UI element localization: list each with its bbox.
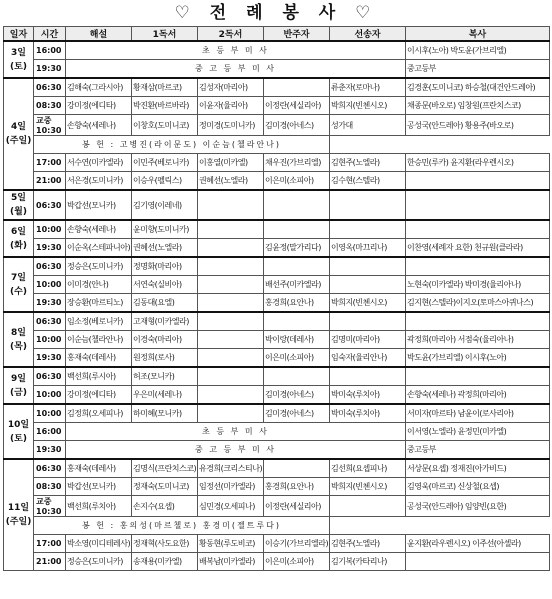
commentary-cell: 박소영(미디테레사) <box>66 535 132 553</box>
reading1-cell: 권혜선(노엘라) <box>132 239 198 258</box>
server-cell: 박도윤(가브리엘) 이시후(노아) <box>406 349 550 368</box>
reading2-cell <box>198 257 264 276</box>
reading2-cell: 정미경(도미니카) <box>198 115 264 136</box>
server-cell: 윤지환(라우렌시오) 이주선(아셀라) <box>406 535 550 553</box>
organist-cell: 김미경(아네스) <box>264 115 330 136</box>
header-cell: 일자 <box>4 27 34 42</box>
cantor-cell: 박미숙(루치아) <box>330 386 406 405</box>
cantor-cell: 김수현(스텔라) <box>330 172 406 191</box>
server-cell: 중고등부 <box>406 60 550 79</box>
table-row <box>4 441 550 460</box>
table-row <box>4 154 550 172</box>
reading2-cell: 유경희(크리스티나) <box>198 459 264 478</box>
table-row <box>4 190 550 220</box>
mass-cell: 초 등 부 미 사 <box>66 41 406 60</box>
commentary-cell: 백선희(루시아) <box>66 367 132 386</box>
cantor-cell <box>330 496 406 517</box>
cantor-cell: 박미숙(루치아) <box>330 404 406 423</box>
time-cell: 10:00 <box>34 220 66 239</box>
organist-cell <box>264 78 330 97</box>
day-cell: 6일 (화) <box>4 220 34 257</box>
time-cell: 06:30 <box>34 312 66 331</box>
reading2-cell <box>198 239 264 258</box>
commentary-cell: 손향숙(세레나) <box>66 115 132 136</box>
organist-cell: 이정란(세실리아) <box>264 496 330 517</box>
time-cell: 10:00 <box>34 276 66 294</box>
table-row <box>4 459 550 478</box>
day-cell: 9일 (금) <box>4 367 34 404</box>
day-cell: 11일 (주일) <box>4 459 34 571</box>
reading2-cell <box>198 276 264 294</box>
server-cell <box>406 257 550 276</box>
offering-cell: 봉 헌 : 홍의성(마르첼로) 홍경미(젤트루다) <box>34 517 330 535</box>
offering-cell: 봉 헌 : 고병진(라이문도) 이순늠(첼라안나) <box>34 136 330 154</box>
reading1-cell: 윤미향(도미니카) <box>132 220 198 239</box>
organist-cell: 김윤정(말가리다) <box>264 239 330 258</box>
commentary-cell: 이순늠(첼라안나) <box>66 331 132 349</box>
commentary-cell: 이순옥(스테파니아) <box>66 239 132 258</box>
table-row <box>4 41 550 60</box>
cantor-cell <box>330 367 406 386</box>
organist-cell <box>264 312 330 331</box>
table-row <box>4 220 550 239</box>
server-cell: 이시후(노아) 박도윤(가브리엘) <box>406 41 550 60</box>
time-cell: 10:00 <box>34 331 66 349</box>
commentary-cell: 서은경(도미니카) <box>66 172 132 191</box>
cantor-cell: 김현주(노엘라) <box>330 535 406 553</box>
commentary-cell: 김해숙(그라시아) <box>66 78 132 97</box>
server-cell <box>406 220 550 239</box>
table-row <box>4 257 550 276</box>
commentary-cell: 백선희(루치아) <box>66 496 132 517</box>
table-row <box>4 239 550 258</box>
table-row <box>4 136 550 154</box>
organist-cell <box>264 367 330 386</box>
reading1-cell: 원정희(로사) <box>132 349 198 368</box>
table-row <box>4 517 550 535</box>
cantor-cell <box>330 257 406 276</box>
server-cell <box>406 367 550 386</box>
time-cell: 19:30 <box>34 441 66 460</box>
cantor-cell: 김선희(요셉피나) <box>330 459 406 478</box>
table-row <box>4 60 550 79</box>
reading1-cell: 정재혁(사도요한) <box>132 535 198 553</box>
cantor-cell <box>330 312 406 331</box>
organist-cell: 채우진(가브리엘) <box>264 154 330 172</box>
reading1-cell: 손지수(요셉) <box>132 496 198 517</box>
cantor-cell: 김기복(카타리나) <box>330 553 406 571</box>
time-cell: 21:00 <box>34 553 66 571</box>
cantor-cell <box>330 190 406 220</box>
commentary-cell: 정승은(도미니카) <box>66 257 132 276</box>
time-cell: 16:00 <box>34 423 66 441</box>
commentary-cell: 김정희(오세피나) <box>66 404 132 423</box>
cantor-cell: 박희지(빈첸시오) <box>330 478 406 496</box>
organist-cell <box>264 257 330 276</box>
page-title: ♡ 전 례 봉 사 ♡ <box>174 3 378 23</box>
reading1-cell: 박진환(바르바라) <box>132 97 198 115</box>
table-row <box>4 553 550 571</box>
table-row <box>4 276 550 294</box>
reading1-cell: 황재삼(마르코) <box>132 78 198 97</box>
time-cell: 교중 10:30 <box>34 115 66 136</box>
reading2-cell <box>198 312 264 331</box>
reading2-cell: 심민경(오세피나) <box>198 496 264 517</box>
organist-cell: 이정란(세실리아) <box>264 97 330 115</box>
organist-cell <box>264 459 330 478</box>
header-cell: 2독서 <box>198 27 264 42</box>
commentary-cell: 박갑선(모니카) <box>66 190 132 220</box>
day-cell: 3일 (토) <box>4 41 34 78</box>
reading2-cell: 이윤자(율리아) <box>198 97 264 115</box>
header-row <box>4 27 550 42</box>
server-cell: 서상문(요셉) 정재진(아가비드) <box>406 459 550 478</box>
table-row <box>4 294 550 313</box>
cantor-cell: 이영옥(마끄리나) <box>330 239 406 258</box>
organist-cell: 이승기(가브리엘라) <box>264 535 330 553</box>
commentary-cell: 강미정(에디타) <box>66 386 132 405</box>
reading2-cell: 배복남(미카엘라) <box>198 553 264 571</box>
header-cell: 반주자 <box>264 27 330 42</box>
reading2-cell: 권혜선(노엘라) <box>198 172 264 191</box>
reading2-cell <box>198 190 264 220</box>
table-row <box>4 496 550 517</box>
reading1-cell: 정명화(마리아) <box>132 257 198 276</box>
time-cell: 06:30 <box>34 190 66 220</box>
table-row <box>4 367 550 386</box>
server-cell: 노현숙(미카엘라) 박미경(율리아나) <box>406 276 550 294</box>
organist-cell: 배선주(미카엘라) <box>264 276 330 294</box>
organist-cell: 이은미(소피아) <box>264 172 330 191</box>
schedule-body <box>4 41 550 571</box>
server-cell <box>406 312 550 331</box>
table-row <box>4 404 550 423</box>
commentary-cell: 장승환(마르티노) <box>66 294 132 313</box>
server-cell: 공성국(안드레아) 황용주(바오로) <box>406 115 550 136</box>
table-row <box>4 349 550 368</box>
cantor-cell: 김현주(노엘라) <box>330 154 406 172</box>
reading1-cell: 이민주(베로니카) <box>132 154 198 172</box>
day-cell: 7일 (수) <box>4 257 34 312</box>
reading2-cell <box>198 294 264 313</box>
reading2-cell <box>198 386 264 405</box>
commentary-cell: 서수연(미카엘라) <box>66 154 132 172</box>
server-cell: 김경훈(도미니코) 하승철(대건안드레아) <box>406 78 550 97</box>
cantor-cell: 류춘자(로마나) <box>330 78 406 97</box>
table-row <box>4 115 550 136</box>
header-cell: 해설 <box>66 27 132 42</box>
reading1-cell: 이창호(도미니코) <box>132 115 198 136</box>
reading1-cell: 이승우(펠릭스) <box>132 172 198 191</box>
server-cell <box>406 172 550 191</box>
time-cell: 17:00 <box>34 535 66 553</box>
server-cell: 곽정희(마리아) 서점숙(율리아나) <box>406 331 550 349</box>
time-cell: 08:30 <box>34 478 66 496</box>
reading2-cell: 임정선(미카엘라) <box>198 478 264 496</box>
cantor-cell: 박희지(빈첸시오) <box>330 97 406 115</box>
server-cell: 한승민(루카) 윤지환(라우렌시오) <box>406 154 550 172</box>
time-cell: 19:30 <box>34 294 66 313</box>
time-cell: 10:00 <box>34 404 66 423</box>
reading1-cell: 김기영(이레네) <box>132 190 198 220</box>
organist-cell <box>264 190 330 220</box>
reading1-cell: 허조(모니카) <box>132 367 198 386</box>
time-cell: 06:30 <box>34 257 66 276</box>
server-cell: 이찬영(세례자 요한) 천규원(클라라) <box>406 239 550 258</box>
header-cell: 복사 <box>406 27 550 42</box>
table-row <box>4 312 550 331</box>
cantor-cell: 김명미(마리아) <box>330 331 406 349</box>
server-cell <box>406 190 550 220</box>
table-row <box>4 78 550 97</box>
cantor-cell: 임숙자(율리안나) <box>330 349 406 368</box>
day-cell: 5일(월) <box>4 190 34 220</box>
organist-cell: 이은미(소피아) <box>264 349 330 368</box>
table-row <box>4 97 550 115</box>
time-cell: 19:30 <box>34 60 66 79</box>
server-cell <box>406 553 550 571</box>
table-row <box>4 331 550 349</box>
server-cell: 이서영(노엘라) 윤정민(미카엘) <box>406 423 550 441</box>
time-cell: 17:00 <box>34 154 66 172</box>
server-cell: 중고등부 <box>406 441 550 460</box>
commentary-cell: 손향숙(세레나) <box>66 220 132 239</box>
organist-cell: 김미경(아네스) <box>264 386 330 405</box>
reading1-cell: 송재용(미카엘) <box>132 553 198 571</box>
table-row <box>4 478 550 496</box>
organist-cell: 홍경희(요안나) <box>264 294 330 313</box>
time-cell: 21:00 <box>34 172 66 191</box>
time-cell: 06:30 <box>34 78 66 97</box>
cantor-cell <box>330 220 406 239</box>
time-cell: 06:30 <box>34 459 66 478</box>
commentary-cell: 홍재숙(데레사) <box>66 349 132 368</box>
reading2-cell: 이홍열(미카엘) <box>198 154 264 172</box>
server-cell: 손향숙(세레나) 곽정희(마리아) <box>406 386 550 405</box>
cantor-cell <box>330 276 406 294</box>
time-cell: 19:30 <box>34 239 66 258</box>
commentary-cell: 박갑선(모니카) <box>66 478 132 496</box>
day-cell: 10일 (토) <box>4 404 34 459</box>
day-cell: 8일 (목) <box>4 312 34 367</box>
organist-cell: 홍경희(요안나) <box>264 478 330 496</box>
organist-cell: 김미경(아네스) <box>264 404 330 423</box>
reading2-cell: 김성자(마리아) <box>198 78 264 97</box>
reading2-cell <box>198 349 264 368</box>
mass-cell: 중 고 등 부 미 사 <box>66 60 406 79</box>
reading1-cell: 김명식(프란치스코) <box>132 459 198 478</box>
commentary-cell: 홍재숙(데레사) <box>66 459 132 478</box>
header-cell: 선송자 <box>330 27 406 42</box>
mass-cell: 중 고 등 부 미 사 <box>66 441 406 460</box>
cantor-cell: 박희지(빈첸시오) <box>330 294 406 313</box>
commentary-cell: 강미정(에디타) <box>66 97 132 115</box>
server-cell: 채종문(바오로) 임창원(프란치스코) <box>406 97 550 115</box>
organist-cell: 박이랑(데레사) <box>264 331 330 349</box>
reading2-cell <box>198 331 264 349</box>
day-cell: 4일 (주일) <box>4 78 34 190</box>
reading2-cell <box>198 220 264 239</box>
cantor-cell: 성가대 <box>330 115 406 136</box>
server-cell: 김영욱(마르코) 신상철(요셉) <box>406 478 550 496</box>
schedule-table <box>3 26 550 571</box>
reading2-cell <box>198 367 264 386</box>
organist-cell <box>264 220 330 239</box>
header-cell: 1독서 <box>132 27 198 42</box>
reading1-cell: 하미혜(모니카) <box>132 404 198 423</box>
time-cell: 교중 10:30 <box>34 496 66 517</box>
time-cell: 06:30 <box>34 367 66 386</box>
time-cell: 19:30 <box>34 349 66 368</box>
time-cell: 08:30 <box>34 97 66 115</box>
mass-cell: 초 등 부 미 사 <box>66 423 406 441</box>
commentary-cell: 임소정(베로니카) <box>66 312 132 331</box>
server-cell: 김지현(스텔라)이지오(토마스아퀴나스) <box>406 294 550 313</box>
server-cell: 서미자(마르타) 남윤이(로사리아) <box>406 404 550 423</box>
reading2-cell: 황동현(루도비코) <box>198 535 264 553</box>
table-row <box>4 386 550 405</box>
organist-cell: 이은미(소피아) <box>264 553 330 571</box>
time-cell: 16:00 <box>34 41 66 60</box>
reading2-cell <box>198 404 264 423</box>
commentary-cell: 정승은(도미니카) <box>66 553 132 571</box>
server-cell: 공성국(안드레아) 임양빈(요한) <box>406 496 550 517</box>
reading1-cell: 서연숙(실비아) <box>132 276 198 294</box>
reading1-cell: 이경숙(마리아) <box>132 331 198 349</box>
table-row <box>4 423 550 441</box>
reading1-cell: 정재숙(도미니코) <box>132 478 198 496</box>
reading1-cell: 고재형(미카엘라) <box>132 312 198 331</box>
header-cell: 시간 <box>34 27 66 42</box>
table-row <box>4 172 550 191</box>
reading1-cell: 김동대(요엘) <box>132 294 198 313</box>
table-row <box>4 535 550 553</box>
commentary-cell: 이미경(안나) <box>66 276 132 294</box>
reading1-cell: 우은미(세레나) <box>132 386 198 405</box>
time-cell: 10:00 <box>34 386 66 405</box>
